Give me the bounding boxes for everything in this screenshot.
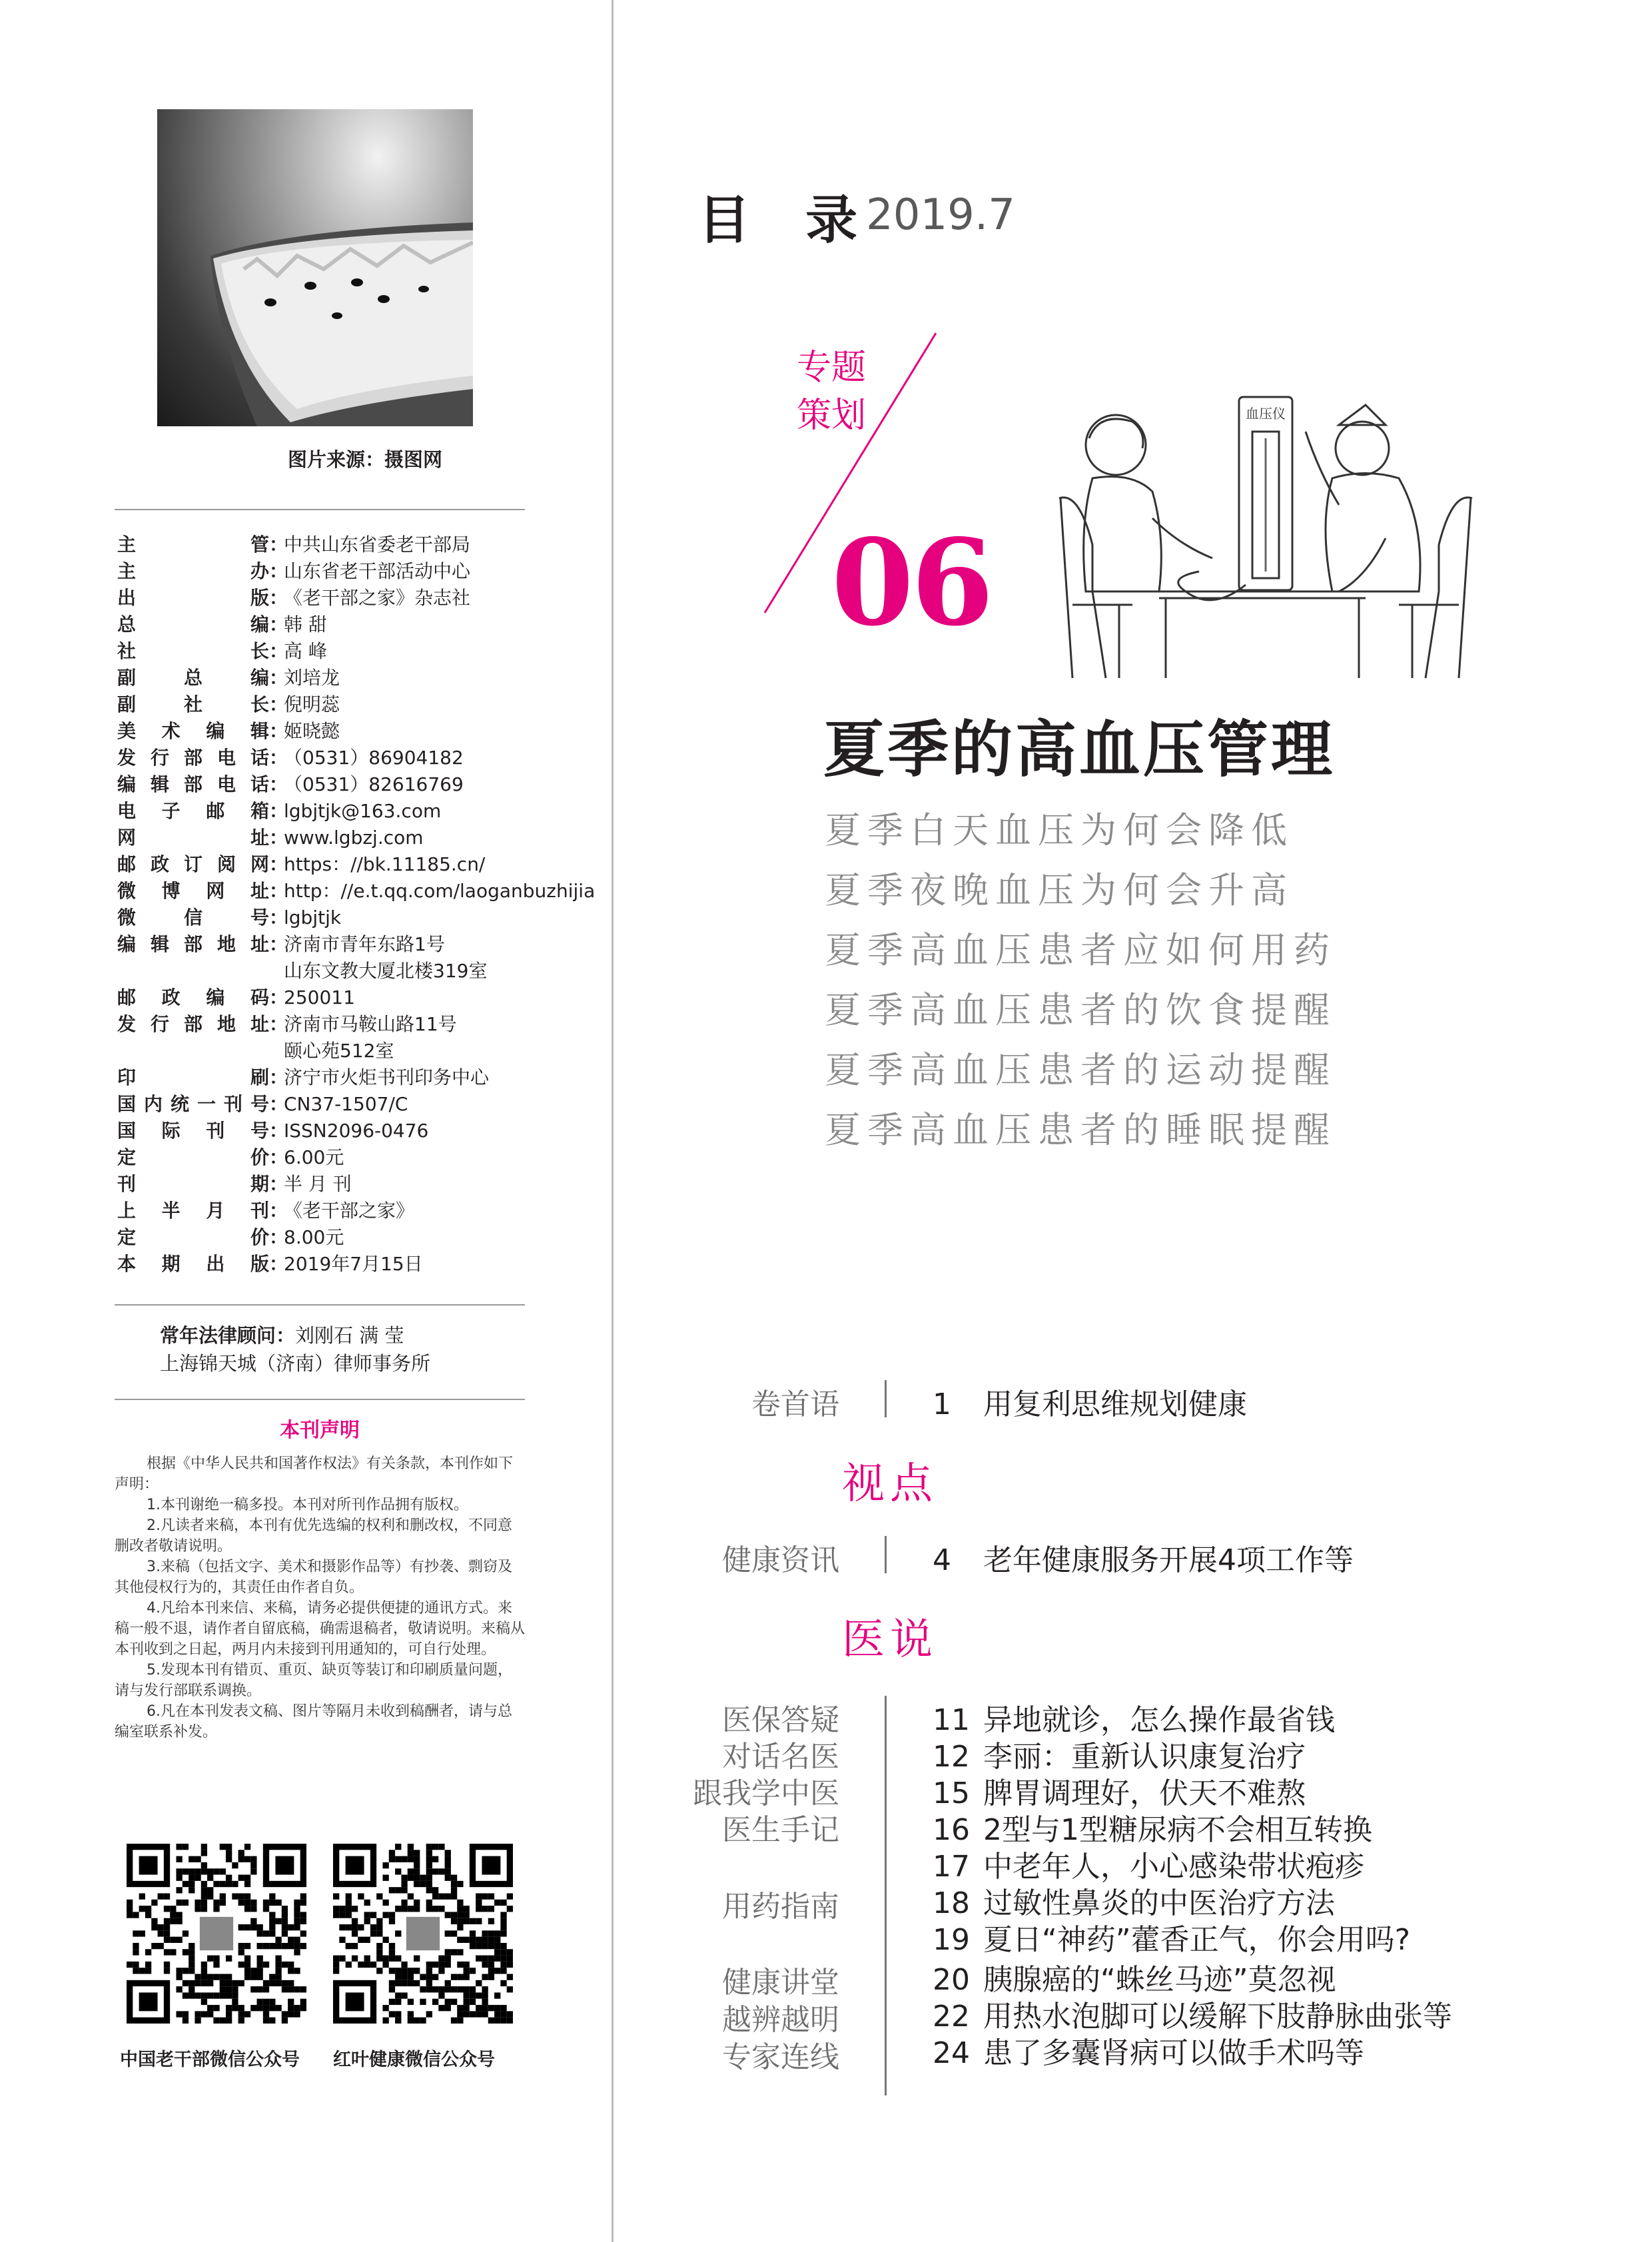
legal-firm: 上海锦天城（济南）律师事务所 <box>160 1352 431 1375</box>
page-number: 20 <box>933 1963 970 1997</box>
column-label: 越辨越明 <box>722 2003 839 2037</box>
masthead-colon: ： <box>269 827 288 849</box>
column-label: 健康资讯 <box>722 1543 839 1577</box>
masthead-colon: ： <box>269 693 288 715</box>
masthead-colon: ： <box>269 1173 288 1195</box>
masthead-colon: ： <box>269 1200 288 1222</box>
masthead-colon: ： <box>269 933 288 955</box>
entry-title: 2型与1型糖尿病不会相互转换 <box>983 1813 1372 1847</box>
masthead-value: 8.00元 <box>284 1226 344 1248</box>
toc-entry[interactable] <box>933 1536 1354 1579</box>
masthead-row <box>117 1171 584 1198</box>
qr-code-laoganbu[interactable] <box>127 1844 306 2024</box>
page-number: 1 <box>933 1387 951 1421</box>
illustration-sign: 血压仪 <box>1246 406 1286 422</box>
masthead-label: 副社长 <box>117 693 269 715</box>
entry-title: 过敏性鼻炎的中医治疗方法 <box>983 1886 1335 1920</box>
masthead-colon: ： <box>269 880 288 902</box>
toc-entry[interactable] <box>933 2029 1364 2071</box>
photo-credit: 图片来源：摄图网 <box>288 448 443 471</box>
masthead-row <box>117 825 584 851</box>
masthead-row <box>117 1144 584 1171</box>
column-label: 专家连线 <box>722 2040 839 2074</box>
entry-title: 脾胃调理好，伏天不难熬 <box>983 1776 1306 1810</box>
masthead-label: 副总编 <box>117 667 269 689</box>
column-bar <box>885 1696 887 2095</box>
toc-entry[interactable] <box>933 1916 1410 1958</box>
issue-date: 2019.7 <box>866 190 1015 240</box>
qr-code-hongye[interactable] <box>333 1844 513 2024</box>
declaration-item: 5.发现本刊有错页、重页、缺页等装订和印刷质量问题，请与发行部联系调换。 <box>115 1662 512 1699</box>
page-number: 22 <box>933 2000 970 2034</box>
masthead-colon: ： <box>269 1226 288 1248</box>
legal-label: 常年法律顾问： <box>160 1324 296 1347</box>
masthead-colon: ： <box>269 1120 288 1142</box>
masthead-label: 美术编辑 <box>117 720 269 742</box>
masthead-row <box>117 1091 584 1118</box>
feature-page-number: 06 <box>831 513 991 652</box>
column-label: 跟我学中医 <box>693 1776 839 1810</box>
masthead-label: 邮政订阅网 <box>117 853 269 875</box>
page-number: 24 <box>933 2036 970 2070</box>
declaration-item: 3.来稿（包括文字、美术和摄影作品等）有抄袭、剽窃及其他侵权行为的，其责任由作者自负。 <box>115 1559 512 1596</box>
feature-subtitle: 夏季高血压患者的睡眠提醒 <box>825 1109 1336 1151</box>
section-medical: 医说 <box>842 1615 938 1665</box>
masthead-label: 发行部电话 <box>117 747 269 769</box>
feature-title: 夏季的高血压管理 <box>823 713 1336 785</box>
masthead-colon: ： <box>269 1066 288 1088</box>
masthead-colon: ： <box>269 587 288 609</box>
masthead-value: 中共山东省委老干部局 <box>284 534 471 556</box>
page-number: 15 <box>933 1776 970 1810</box>
masthead-row <box>117 771 584 798</box>
declaration-item: 6.凡在本刊发表文稿、图片等隔月未收到稿酬者，请与总编室联系补发。 <box>115 1703 512 1740</box>
masthead-value: 高 峰 <box>284 640 327 662</box>
entry-title: 用复利思维规划健康 <box>983 1387 1247 1421</box>
masthead-label: 印刷 <box>117 1066 269 1088</box>
masthead-colon: ： <box>269 853 288 875</box>
feature-subtitle: 夏季白天血压为何会降低 <box>825 809 1294 851</box>
feature-subtitle: 夏季高血压患者的运动提醒 <box>825 1049 1336 1091</box>
masthead-value: www.lgbzj.com <box>284 827 424 849</box>
masthead-row <box>117 691 584 718</box>
masthead-label: 邮政编码 <box>117 986 269 1008</box>
column-label: 对话名医 <box>722 1740 839 1774</box>
masthead-row <box>117 905 584 931</box>
masthead-label: 总编 <box>117 613 269 635</box>
masthead-label: 上半月刊 <box>117 1200 269 1222</box>
toc-title: 目 录 <box>698 190 877 250</box>
column-label: 用药指南 <box>722 1890 839 1924</box>
masthead-value: （0531）86904182 <box>284 747 464 769</box>
page-number: 4 <box>933 1543 951 1577</box>
masthead-colon: ： <box>269 747 288 769</box>
masthead-colon: ： <box>269 986 288 1008</box>
feature-label-line: 专题 <box>797 348 867 388</box>
column-bar <box>885 1536 887 1573</box>
legal-names: 刘刚石 满 莹 <box>295 1324 404 1347</box>
masthead-label: 主办 <box>117 560 269 582</box>
masthead-value: 济南市马鞍山路11号 <box>284 1013 457 1035</box>
masthead-value: 姬晓懿 <box>284 720 340 742</box>
page-number: 11 <box>933 1703 970 1737</box>
masthead-colon: ： <box>269 773 288 795</box>
masthead-colon: ： <box>269 1013 288 1035</box>
feature-label-line: 策划 <box>797 396 867 436</box>
masthead-colon: ： <box>269 613 288 635</box>
masthead-row <box>117 1224 584 1251</box>
masthead-label: 本期出版 <box>117 1253 269 1275</box>
masthead-colon: ： <box>269 560 288 582</box>
page-number: 16 <box>933 1813 970 1847</box>
masthead-label: 网址 <box>117 827 269 849</box>
masthead-value: 《老干部之家》 <box>284 1200 415 1222</box>
masthead-label: 定价 <box>117 1226 269 1248</box>
declaration-body <box>115 1453 525 1742</box>
divider <box>115 1399 525 1400</box>
column-label: 医生手记 <box>722 1813 839 1847</box>
page-number: 17 <box>933 1850 970 1884</box>
masthead-value: 刘培龙 <box>284 667 340 689</box>
masthead-label: 发行部地址 <box>117 1013 269 1035</box>
column-label: 健康讲堂 <box>722 1966 839 2000</box>
feature-subtitle: 夏季夜晚血压为何会升高 <box>825 869 1294 911</box>
masthead-row <box>117 984 584 1011</box>
masthead-colon: ： <box>269 800 288 822</box>
masthead-row <box>117 1011 584 1038</box>
section-viewpoint: 视点 <box>842 1459 938 1509</box>
masthead-row <box>117 1038 584 1064</box>
masthead-label: 电子邮箱 <box>117 800 269 822</box>
masthead-row <box>117 878 596 905</box>
masthead-value: 250011 <box>284 986 355 1008</box>
masthead-label: 国内统一刊号 <box>117 1093 269 1115</box>
entry-title: 患了多囊肾病可以做手术吗等 <box>983 2036 1364 2070</box>
masthead-value: https：//bk.11185.cn/ <box>284 853 486 875</box>
masthead-value: 济宁市火炬书刊印务中心 <box>284 1066 490 1088</box>
masthead-row <box>117 1251 584 1278</box>
masthead-value: 颐心苑512室 <box>284 1040 394 1062</box>
legal-advisor <box>160 1321 430 1377</box>
masthead-label: 编辑部地址 <box>117 933 269 955</box>
masthead-row <box>117 851 584 878</box>
qr-logo <box>404 1915 442 1952</box>
toc-entry[interactable] <box>933 1380 1247 1423</box>
masthead-value: 半 月 刊 <box>284 1173 352 1195</box>
masthead-row <box>117 1064 584 1091</box>
masthead-colon: ： <box>269 667 288 689</box>
masthead-colon: ： <box>269 534 288 556</box>
masthead-row <box>117 1198 584 1224</box>
masthead-row <box>117 745 584 771</box>
page-number: 12 <box>933 1740 970 1774</box>
column-bar <box>885 1380 887 1417</box>
masthead-colon: ： <box>269 1093 288 1115</box>
entry-title: 李丽：重新认识康复治疗 <box>983 1740 1306 1774</box>
masthead-label: 定价 <box>117 1146 269 1168</box>
declaration-item: 1.本刊谢绝一稿多投。本刊对所刊作品拥有版权。 <box>147 1497 468 1513</box>
masthead-value: lgbjtjk <box>284 907 342 929</box>
masthead-colon: ： <box>269 907 288 929</box>
masthead-value: 倪明蕊 <box>284 693 340 715</box>
masthead-label: 社长 <box>117 640 269 662</box>
masthead-label: 微博网址 <box>117 880 269 902</box>
masthead-label: 出版 <box>117 587 269 609</box>
column-label: 医保答疑 <box>722 1703 839 1737</box>
masthead-value: CN37-1507/C <box>284 1093 408 1115</box>
masthead-value: 山东省老干部活动中心 <box>284 560 471 582</box>
page-number: 18 <box>933 1886 970 1920</box>
masthead-value: 山东文教大厦北楼319室 <box>284 960 488 982</box>
qr-logo <box>198 1915 235 1952</box>
masthead-label: 编辑部电话 <box>117 773 269 795</box>
feature-subtitle: 夏季高血压患者应如何用药 <box>825 929 1336 971</box>
page-number: 19 <box>933 1923 970 1957</box>
doctor-patient-illustration <box>1052 392 1479 685</box>
masthead-row <box>117 665 584 691</box>
qr-label: 红叶健康微信公众号 <box>333 2050 495 2070</box>
masthead-value: http：//e.t.qq.com/laoganbuzhijia <box>284 880 596 902</box>
declaration-item: 4.凡给本刊来信、来稿，请务必提供便捷的通讯方式。来稿一般不退，请作者自留底稿，确需退稿者，敬请说明。来稿从本刊收到之日起，两月内未接到刊用通知的，可自行处理。 <box>115 1600 526 1658</box>
entry-title: 老年健康服务开展4项工作等 <box>983 1543 1354 1577</box>
masthead-colon: ： <box>269 1253 288 1275</box>
masthead-colon: ： <box>269 640 288 662</box>
masthead-colon: ： <box>269 1146 288 1168</box>
masthead-value: 济南市青年东路1号 <box>284 933 445 955</box>
masthead-value: 2019年7月15日 <box>284 1253 423 1275</box>
masthead-row <box>117 931 584 958</box>
masthead-label: 主管 <box>117 534 269 556</box>
declaration-item: 2.凡读者来稿，本刊有优先选编的权利和删改权，不同意删改者敬请说明。 <box>115 1517 512 1555</box>
qr-label: 中国老干部微信公众号 <box>120 2050 300 2070</box>
masthead-row <box>117 718 584 745</box>
masthead-value: 6.00元 <box>284 1146 344 1168</box>
entry-title: 异地就诊，怎么操作最省钱 <box>983 1703 1335 1737</box>
masthead-row <box>117 798 584 825</box>
masthead-label: 国际刊号 <box>117 1120 269 1142</box>
declaration-title: 本刊声明 <box>280 1419 360 1442</box>
masthead-label: 刊期 <box>117 1173 269 1195</box>
masthead-row <box>117 958 584 984</box>
entry-title: 胰腺癌的“蛛丝马迹”莫忽视 <box>983 1963 1336 1997</box>
masthead-value: 《老干部之家》杂志社 <box>284 587 471 609</box>
entry-title: 用热水泡脚可以缓解下肢静脉曲张等 <box>983 2000 1452 2034</box>
masthead-value: （0531）82616769 <box>284 773 464 795</box>
masthead-value: lgbjtjk@163.com <box>284 800 442 822</box>
entry-title: 夏日“神药”藿香正气，你会用吗? <box>983 1923 1410 1957</box>
masthead-colon: ： <box>269 720 288 742</box>
masthead-value: 韩 甜 <box>284 613 327 635</box>
masthead-value: ISSN2096-0476 <box>284 1120 429 1142</box>
masthead-row <box>117 1118 584 1144</box>
feature-subtitle: 夏季高血压患者的饮食提醒 <box>825 989 1336 1031</box>
divider <box>115 1304 525 1306</box>
masthead-label: 微信号 <box>117 907 269 929</box>
declaration-intro: 根据《中华人民共和国著作权法》有关条款，本刊作如下声明： <box>115 1455 514 1493</box>
column-label: 卷首语 <box>751 1387 839 1421</box>
entry-title: 中老年人，小心感染带状疱疹 <box>983 1850 1364 1884</box>
